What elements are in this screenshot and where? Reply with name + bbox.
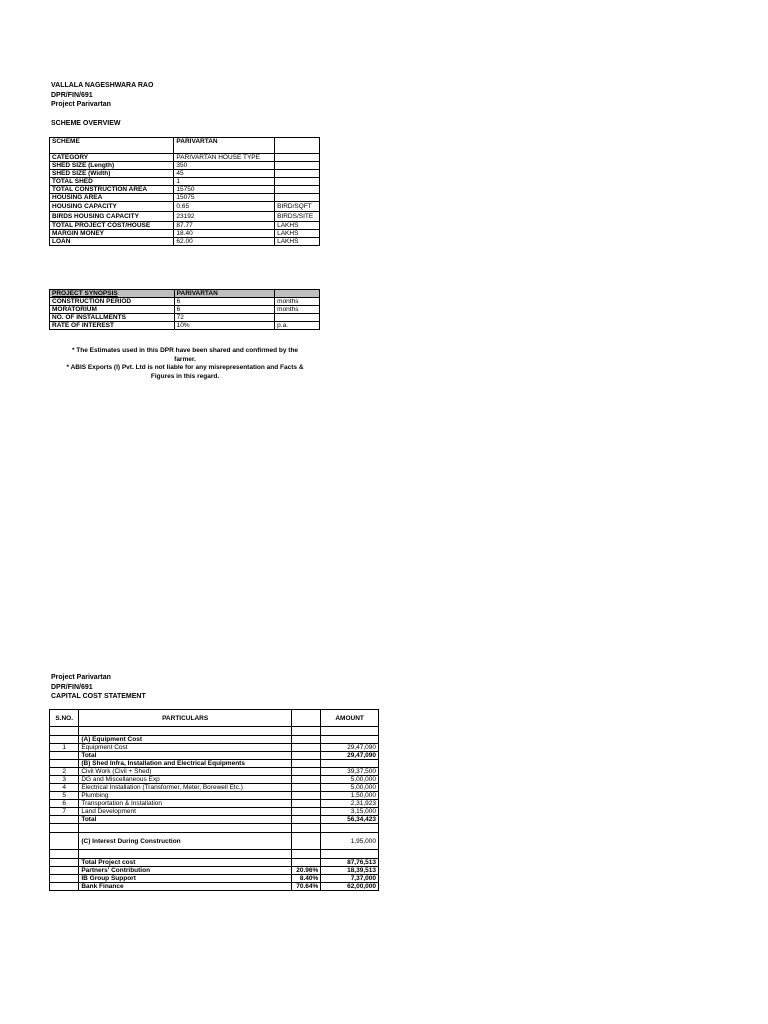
table-row [50, 186, 320, 194]
note-line: Figures in this regard. [150, 372, 220, 380]
particulars-cell: (C) Interest During Construction [79, 833, 292, 850]
unit-cell [275, 314, 320, 322]
table-row [50, 808, 379, 816]
table-row [50, 202, 320, 212]
unit-cell [275, 170, 320, 178]
amount-cell: 56,34,423 [321, 816, 379, 824]
section-title-capital-cost: CAPITAL COST STATEMENT [51, 693, 146, 700]
spacer-row [50, 850, 379, 859]
percent-cell [291, 744, 320, 752]
sno-cell: 3 [50, 776, 79, 784]
table-row [50, 178, 320, 186]
amount-cell: 39,37,500 [321, 768, 379, 776]
sno-cell: 6 [50, 800, 79, 808]
unit-cell: months [275, 298, 320, 306]
header-cell: AMOUNT [321, 710, 379, 727]
capital-cost-header [51, 673, 146, 702]
amount-cell [321, 760, 379, 768]
particulars-cell: Land Development [79, 808, 292, 816]
percent-cell: 70.64% [291, 883, 320, 891]
particulars-cell: DG and Miscellaneous Exp [79, 776, 292, 784]
amount-cell: 29,47,090 [321, 744, 379, 752]
table-row [50, 752, 379, 760]
sno-cell: 4 [50, 784, 79, 792]
particulars-cell: Transportation & Installation [79, 800, 292, 808]
amount-cell: 62,00,000 [321, 883, 379, 891]
amount-cell: 87,76,513 [321, 859, 379, 867]
table-header-row [50, 710, 379, 727]
value-cell: 23192 [174, 212, 275, 222]
value-cell: 10% [174, 322, 275, 330]
amount-cell: 2,31,923 [321, 800, 379, 808]
header-cell [291, 710, 320, 727]
table-row [50, 194, 320, 202]
label-cell: MARGIN MONEY [50, 230, 174, 238]
value-cell: 1 [174, 178, 275, 186]
table-row [50, 170, 320, 178]
spacer-row [50, 824, 379, 833]
table-row [50, 875, 379, 883]
unit-cell: LAKHS [275, 222, 320, 230]
amount-cell: 29,47,090 [321, 752, 379, 760]
table-row [50, 154, 320, 162]
table-row [50, 314, 320, 322]
label-cell: TOTAL SHED [50, 178, 174, 186]
disclaimer-notes [51, 347, 319, 381]
unit-cell [275, 162, 320, 170]
header-cell: S.NO. [50, 710, 79, 727]
table-row [50, 162, 320, 170]
table-row [50, 760, 379, 768]
unit-cell [275, 194, 320, 202]
value-cell: 62.00 [174, 238, 275, 246]
table-row [50, 776, 379, 784]
section-title-scheme-overview: SCHEME OVERVIEW [51, 119, 121, 127]
table-row [50, 816, 379, 824]
document-reference: DPR/FIN/691 [51, 683, 93, 691]
header-cell: PARIVARTAN [174, 290, 275, 298]
particulars-cell: Civil Work (Civil + Shed) [79, 768, 292, 776]
value-cell: 15075 [174, 194, 275, 202]
table-row [50, 833, 379, 850]
value-cell: PARIVARTAN HOUSE TYPE [174, 154, 275, 162]
sno-cell: 5 [50, 792, 79, 800]
value-cell: 87.77 [174, 222, 275, 230]
value-cell: 350 [174, 162, 275, 170]
particulars-cell: Equipment Cost [79, 744, 292, 752]
table-row [50, 736, 379, 744]
table-row [50, 212, 320, 222]
percent-cell [291, 736, 320, 744]
table-row [50, 867, 379, 875]
table-header-row [50, 290, 320, 298]
particulars-cell: Total Project cost [79, 859, 292, 867]
table-row [50, 222, 320, 230]
percent-cell [291, 800, 320, 808]
value-cell: 45 [174, 170, 275, 178]
document-reference: DPR/FIN/691 [51, 91, 93, 99]
percent-cell [291, 792, 320, 800]
unit-cell: p.a. [275, 322, 320, 330]
note-line: * The Estimates used in this DPR have been shared and confirmed by the [71, 347, 299, 354]
label-cell: TOTAL PROJECT COST/HOUSE [50, 222, 174, 230]
percent-cell [291, 808, 320, 816]
sno-cell: 7 [50, 808, 79, 816]
spacer-row [50, 727, 379, 736]
sno-cell: 1 [50, 744, 79, 752]
value-cell: 0.65 [174, 202, 275, 212]
header-cell: PARIVARTAN [174, 138, 275, 154]
label-cell: MORATORIUM [50, 306, 175, 314]
scheme-overview-table [49, 137, 320, 246]
particulars-cell: Bank Finance [79, 883, 292, 891]
amount-cell: 18,39,513 [321, 867, 379, 875]
amount-cell: 1,95,000 [321, 833, 379, 850]
label-cell: NO. OF INSTALLMENTS [50, 314, 175, 322]
sno-cell: 2 [50, 768, 79, 776]
sno-cell [50, 867, 79, 875]
percent-cell [291, 816, 320, 824]
table-row [50, 800, 379, 808]
particulars-cell: Partners' Contribution [79, 867, 292, 875]
unit-cell [275, 154, 320, 162]
percent-cell [291, 859, 320, 867]
label-cell: CATEGORY [50, 154, 174, 162]
value-cell: 72 [174, 314, 275, 322]
particulars-cell: (B) Shed Infra, Installation and Electrical Equipments [79, 760, 292, 768]
project-name: Project Parivartan [51, 101, 111, 108]
sno-cell [50, 816, 79, 824]
table-row [50, 883, 379, 891]
percent-cell: 8.40% [291, 875, 320, 883]
header-cell: PARTICULARS [79, 710, 292, 727]
label-cell: HOUSING AREA [50, 194, 174, 202]
percent-cell: 20.96% [291, 867, 320, 875]
table-row [50, 230, 320, 238]
table-row [50, 298, 320, 306]
document-header [51, 81, 153, 128]
sno-cell [50, 875, 79, 883]
note-line: * ABIS Exports (I) Pvt. Ltd is not liable for any misrepresentation and Facts & [66, 364, 304, 371]
unit-cell: months [275, 306, 320, 314]
header-cell: PROJECT SYNOPSIS [50, 290, 175, 298]
unit-cell: BIRD/SQFT [275, 202, 320, 212]
table-row [50, 792, 379, 800]
farmer-name: VALLALA NAGESHWARA RAO [51, 82, 154, 89]
label-cell: HOUSING CAPACITY [50, 202, 174, 212]
particulars-cell: Total [79, 816, 292, 824]
unit-cell: LAKHS [275, 230, 320, 238]
amount-cell: 5,00,000 [321, 776, 379, 784]
table-row [50, 859, 379, 867]
particulars-cell: (A) Equipment Cost [79, 736, 292, 744]
label-cell: TOTAL CONSTRUCTION AREA [50, 186, 174, 194]
project-name: Project Parivartan [51, 674, 111, 681]
unit-cell: LAKHS [275, 238, 320, 246]
amount-cell: 5,00,000 [321, 784, 379, 792]
percent-cell [291, 833, 320, 850]
sno-cell [50, 883, 79, 891]
label-cell: CONSTRUCTION PERIOD [50, 298, 175, 306]
value-cell: 18.40 [174, 230, 275, 238]
sno-cell [50, 833, 79, 850]
project-synopsis-table [49, 289, 320, 330]
sno-cell [50, 752, 79, 760]
unit-cell [275, 186, 320, 194]
percent-cell [291, 776, 320, 784]
particulars-cell: IB Group Support [79, 875, 292, 883]
table-row [50, 784, 379, 792]
amount-cell: 3,15,000 [321, 808, 379, 816]
percent-cell [291, 784, 320, 792]
label-cell: SHED SIZE (Width) [50, 170, 174, 178]
particulars-cell: Total [79, 752, 292, 760]
table-row [50, 744, 379, 752]
label-cell: RATE OF INTEREST [50, 322, 175, 330]
table-row [50, 306, 320, 314]
amount-cell [321, 736, 379, 744]
label-cell: BIRDS HOUSING CAPACITY [50, 212, 174, 222]
table-row [50, 238, 320, 246]
amount-cell: 1,50,000 [321, 792, 379, 800]
label-cell: LOAN [50, 238, 174, 246]
label-cell: SHED SIZE (Length) [50, 162, 174, 170]
amount-cell: 7,37,000 [321, 875, 379, 883]
value-cell: 6 [174, 306, 275, 314]
sno-cell [50, 859, 79, 867]
header-cell [275, 138, 320, 154]
capital-cost-table [49, 709, 379, 891]
particulars-cell: Electrical Installation (Transformer, Meter, Borewell Etc.) [79, 784, 292, 792]
value-cell: 15750 [174, 186, 275, 194]
percent-cell [291, 752, 320, 760]
unit-cell [275, 178, 320, 186]
percent-cell [291, 768, 320, 776]
sno-cell [50, 736, 79, 744]
particulars-cell: Plumbing [79, 792, 292, 800]
value-cell: 6 [174, 298, 275, 306]
table-row [50, 768, 379, 776]
header-cell [275, 290, 320, 298]
table-row [50, 322, 320, 330]
note-line: farmer. [174, 355, 196, 363]
percent-cell [291, 760, 320, 768]
unit-cell: BIRDS/SITE [275, 212, 320, 222]
table-header-row [50, 138, 320, 154]
sno-cell [50, 760, 79, 768]
header-cell: SCHEME [50, 138, 174, 154]
